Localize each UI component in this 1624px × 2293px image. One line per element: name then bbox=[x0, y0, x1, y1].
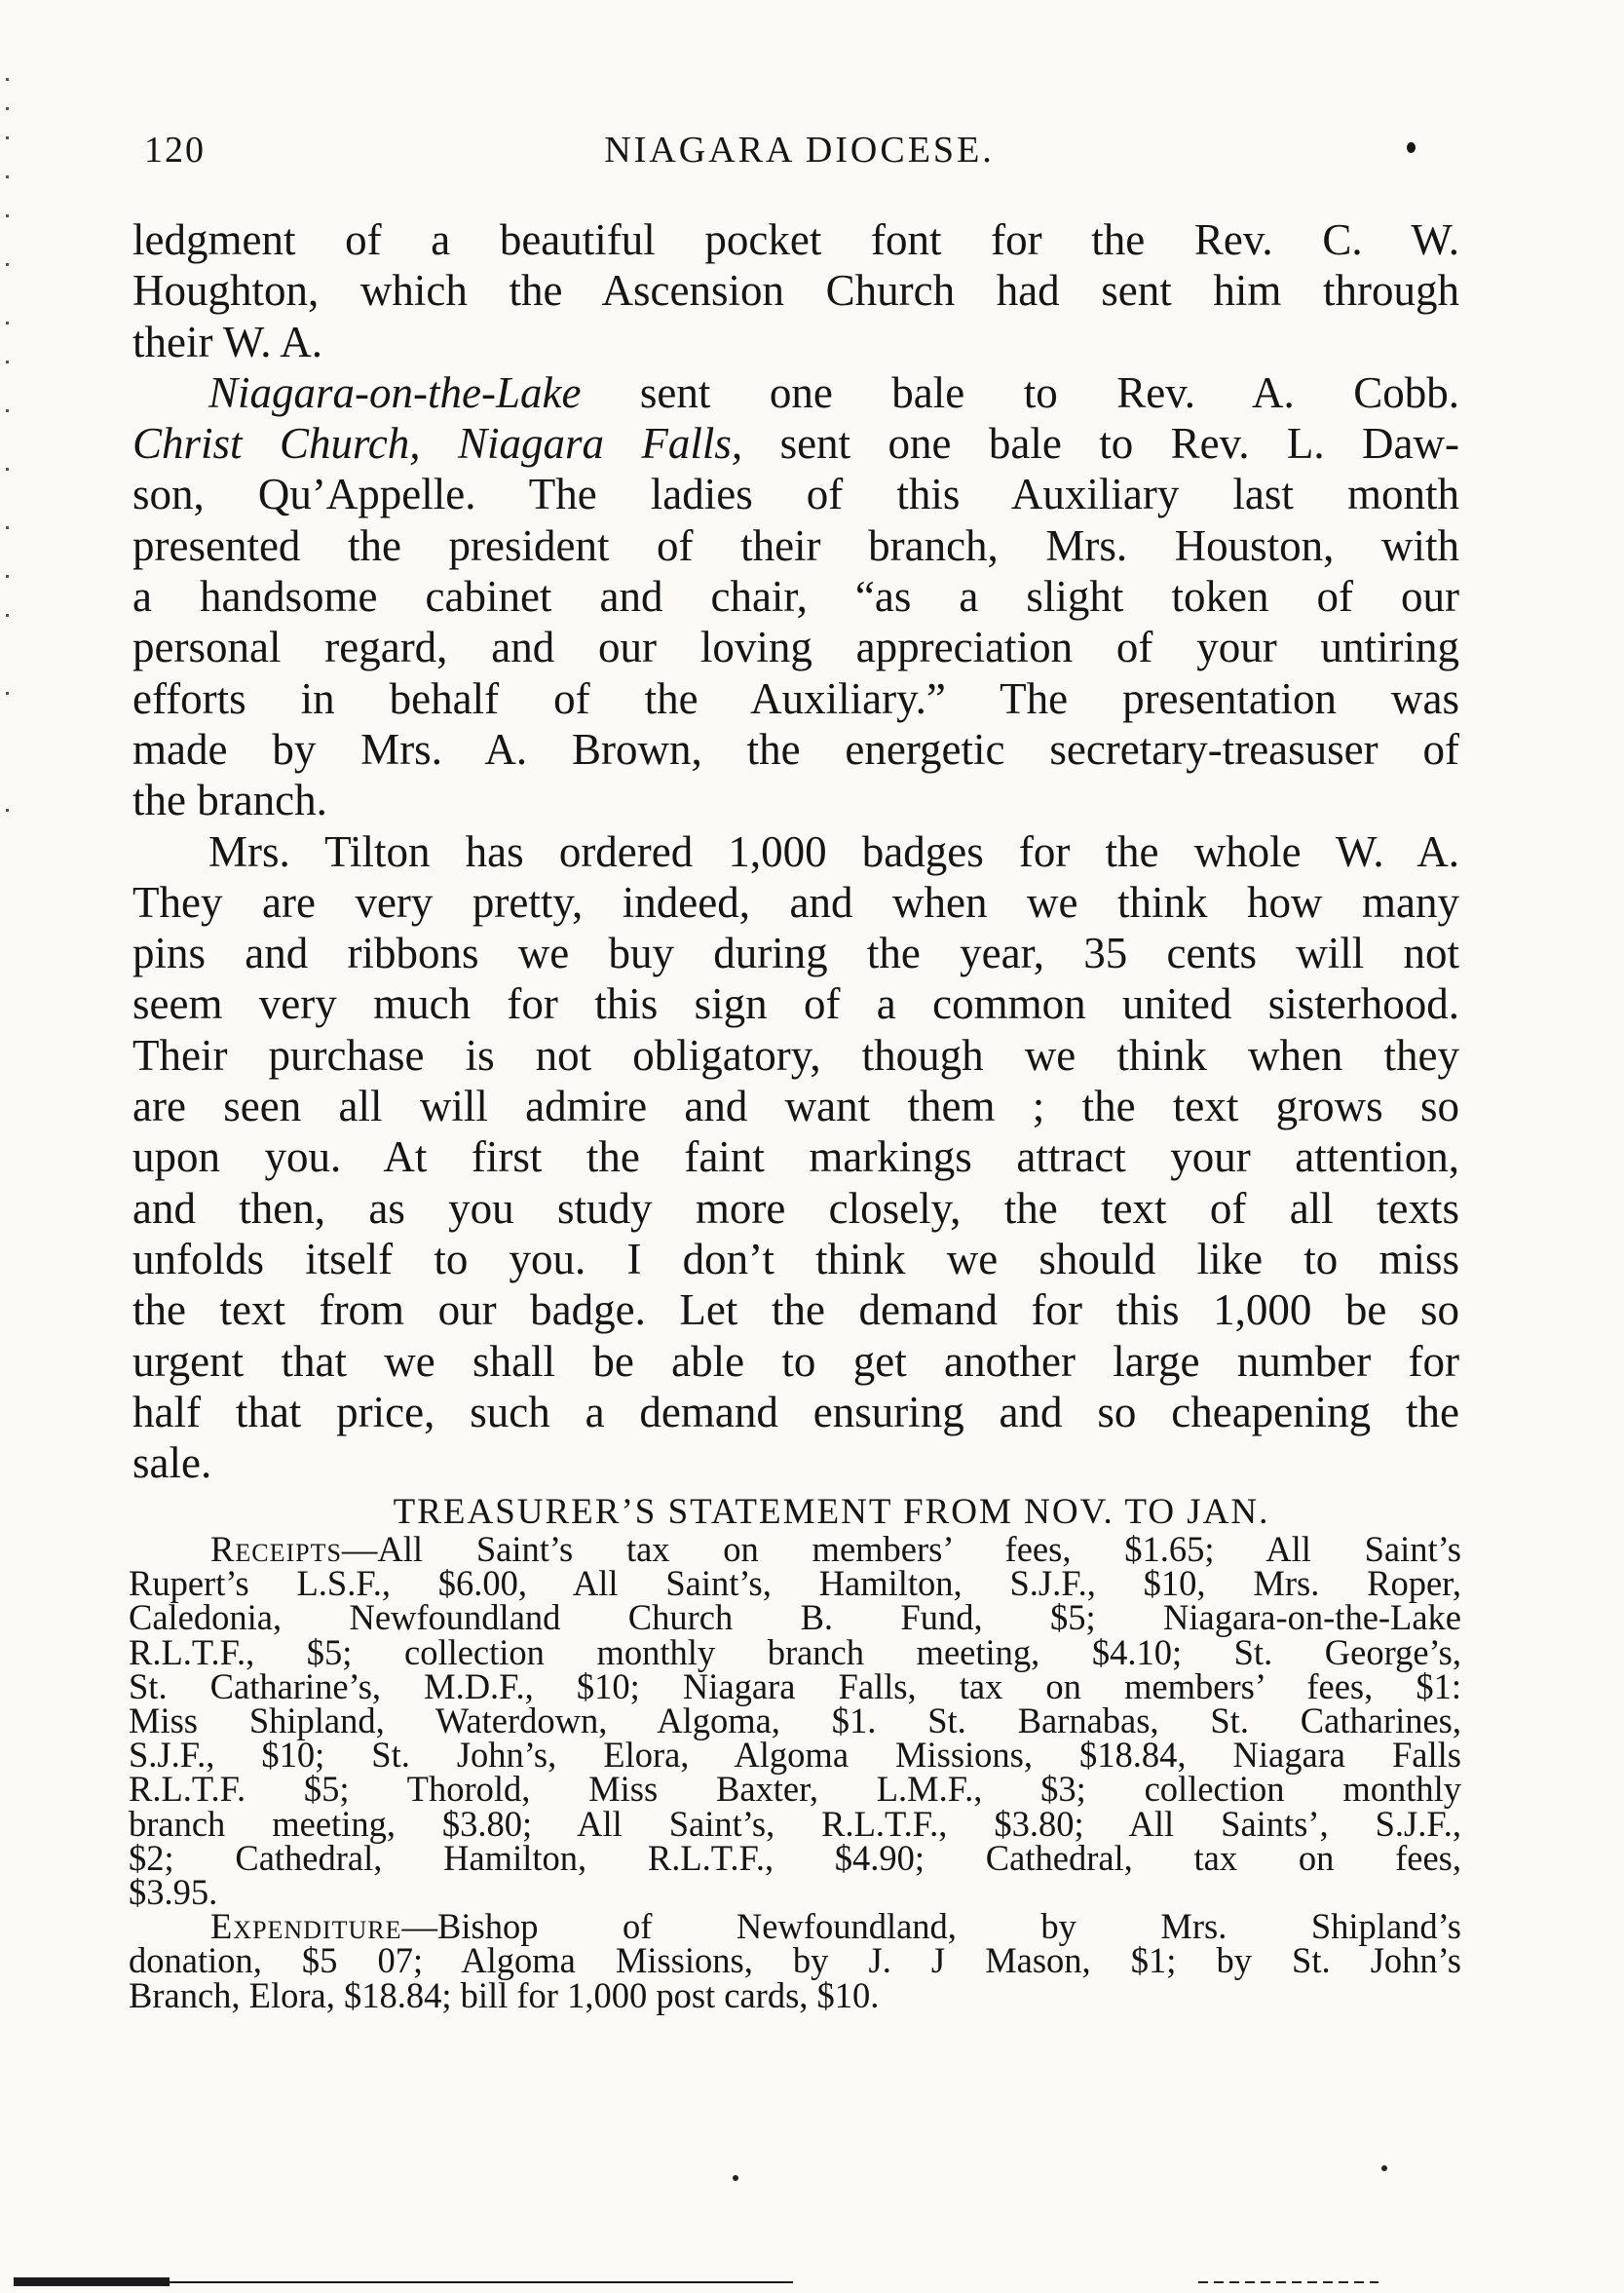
text-line: son, Qu’Appelle. The ladies of this Auxiliary last month bbox=[132, 470, 1459, 519]
place-name: Niagara-on-the-Lake bbox=[208, 367, 582, 417]
ink-dot bbox=[1407, 142, 1416, 153]
expenditure-block bbox=[129, 1906, 1461, 2015]
text-line: and then, as you study more closely, the text of all texts bbox=[132, 1183, 1459, 1233]
binding-edge-marks bbox=[6, 68, 19, 848]
text-line: upon you. At first the faint markings attract your attention, bbox=[132, 1132, 1459, 1182]
text-line: Branch, Elora, $18.84; bill for 1,000 post cards, $10. bbox=[129, 1974, 880, 2015]
text-line: S.J.F., $10; St. John’s, Elora, Algoma Missions, $18.84, Niagara Falls bbox=[129, 1735, 1461, 1776]
receipts-label: Receipts bbox=[210, 1529, 342, 1569]
text-line bbox=[129, 1529, 1461, 1569]
ink-speck bbox=[1381, 2165, 1387, 2171]
text-line: a handsome cabinet and chair, “as a slight token of our bbox=[132, 572, 1459, 622]
text-line: Rupert’s L.S.F., $6.00, All Saint’s, Hamilton, S.J.F., $10, Mrs. Roper, bbox=[129, 1563, 1461, 1604]
text-line: presented the president of their branch, Mrs. Houston, with bbox=[132, 520, 1459, 570]
ink-speck bbox=[733, 2175, 738, 2181]
rule-segment bbox=[14, 2277, 170, 2286]
text-line: $3.95. bbox=[129, 1872, 218, 1913]
text-line: the branch. bbox=[132, 776, 327, 825]
text-line: $2; Cathedral, Hamilton, R.L.T.F., $4.90; Cathedral, tax on fees, bbox=[129, 1837, 1461, 1878]
page-number: 120 bbox=[144, 130, 206, 171]
text-line: their W. A. bbox=[132, 317, 323, 366]
text-line: efforts in behalf of the Auxiliary.” The presentation was bbox=[132, 673, 1459, 723]
paragraph-1 bbox=[132, 214, 1459, 367]
text-fragment: —Bishop of Newfoundland, by Mrs. Shipland’s bbox=[401, 1906, 1461, 1947]
text-line: They are very pretty, indeed, and when we think how many bbox=[132, 877, 1459, 927]
expenditure-label: Expenditure bbox=[210, 1906, 402, 1947]
text-line: pins and ribbons we buy during the year, 35 cents will not bbox=[132, 929, 1459, 978]
text-fragment: sent one bale to Rev. A. Cobb. bbox=[581, 367, 1459, 417]
text-fragment: sent one bale to Rev. L. Daw- bbox=[742, 419, 1459, 469]
text-line bbox=[129, 1906, 1461, 1947]
section-heading: TREASURER’S STATEMENT FROM NOV. TO JAN. bbox=[393, 1492, 1270, 1532]
text-line: Caledonia, Newfoundland Church B. Fund, $5; Niagara-on-the-Lake bbox=[129, 1597, 1461, 1638]
text-line: donation, $5 07; Algoma Missions, by J. J Mason, $1; by St. John’s bbox=[129, 1940, 1461, 1981]
treasurer-statement bbox=[129, 1529, 1461, 2015]
text-line: personal regard, and our loving appreciation of your untiring bbox=[132, 623, 1459, 672]
text-line: the text from our badge. Let the demand for this 1,000 be so bbox=[132, 1285, 1459, 1335]
paragraph-2 bbox=[132, 367, 1459, 826]
text-line: branch meeting, $3.80; All Saint’s, R.L.T.F., $3.80; All Saints’, S.J.F., bbox=[129, 1803, 1461, 1844]
text-line: unfolds itself to you. I don’t think we should like to miss bbox=[132, 1234, 1459, 1283]
place-name: Christ Church, Niagara Falls, bbox=[132, 419, 743, 469]
running-header bbox=[144, 129, 1454, 181]
text-line: R.L.T.F., $5; collection monthly branch meeting, $4.10; St. George’s, bbox=[129, 1631, 1461, 1672]
text-line: Mrs. Tilton has ordered 1,000 badges for the whole W. A. bbox=[208, 826, 1459, 876]
text-line bbox=[132, 367, 1459, 418]
text-line: ledgment of a beautiful pocket font for the Rev. C. W. bbox=[132, 215, 1459, 264]
text-line: Their purchase is not obligatory, though we think when they bbox=[132, 1030, 1459, 1080]
rule-segment bbox=[170, 2281, 793, 2283]
main-text bbox=[132, 214, 1459, 1488]
text-line: sale. bbox=[132, 1438, 212, 1488]
bottom-rule bbox=[0, 2274, 1624, 2293]
rule-segment bbox=[1198, 2281, 1379, 2283]
text-line: St. Catharine’s, M.D.F., $10; Niagara Falls, tax on members’ fees, $1: bbox=[129, 1665, 1461, 1706]
text-line: Miss Shipland, Waterdown, Algoma, $1. St. Barnabas, St. Catharines, bbox=[129, 1701, 1461, 1741]
text-line: are seen all will admire and want them ; the text grows so bbox=[132, 1082, 1459, 1131]
text-line: made by Mrs. A. Brown, the energetic secretary-treasuser of bbox=[132, 724, 1459, 774]
text-line: Houghton, which the Ascension Church had sent him through bbox=[132, 266, 1459, 316]
text-line bbox=[132, 418, 1459, 469]
text-fragment: —All Saint’s tax on members’ fees, $1.65; All Saint’s bbox=[341, 1529, 1461, 1569]
paragraph-3 bbox=[132, 826, 1459, 1489]
running-title: NIAGARA DIOCESE. bbox=[604, 130, 995, 171]
text-line: seem very much for this sign of a common united sisterhood. bbox=[132, 979, 1459, 1029]
text-line: R.L.T.F. $5; Thorold, Miss Baxter, L.M.F., $3; collection monthly bbox=[129, 1769, 1461, 1810]
text-line: half that price, such a demand ensuring and so cheapening the bbox=[132, 1387, 1459, 1436]
receipts-block bbox=[129, 1529, 1461, 1913]
text-line: urgent that we shall be able to get another large number for bbox=[132, 1336, 1459, 1386]
